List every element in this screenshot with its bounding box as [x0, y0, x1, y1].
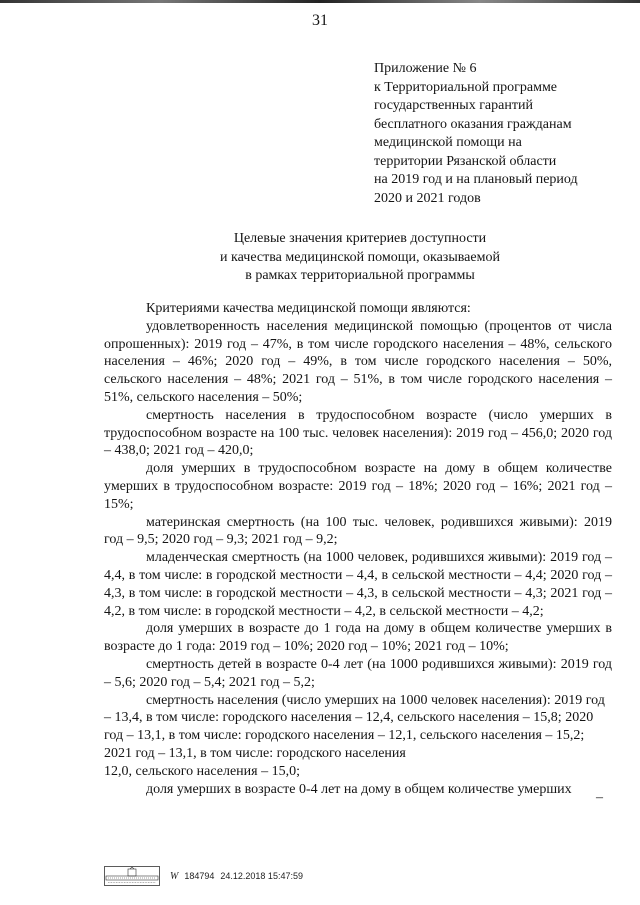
paragraph-satisfaction: удовлетворенность населения медицинской помощью (процентов от числа опрошенных): 2019 год – 47%, в том числе городского населения – 48%, сельского населения – 46%; 2020 год – 49%, в том числе городского населения – 50%, сельского населения – 48%; 2021 год – 51%, в том числе городского населения – 51%, сельского населения – 50%; — [104, 318, 612, 405]
stray-dash: – — [596, 790, 603, 805]
appendix-line: территории Рязанской области — [374, 153, 557, 169]
page-number: 31 — [312, 12, 328, 29]
paragraph-population-mortality: смертность населения (число умерших на 1000 человек населения): 2019 год – 13,4, в том числе: городского населения – 12,4, сельского населения – 15,8; 2020 год – 13,1, в том числе: городского населения – 12,1, сельского населения – 15,2; 2021 год – 13,1, в том числе: городского населения — [104, 692, 605, 761]
footer — [104, 866, 303, 886]
paragraph-working-age-mortality: смертность населения в трудоспособном возрасте (число умерших в трудоспособном возрасте на 100 тыс. человек населения): 2019 год – 456,0; 2020 год – 438,0; 2021 год – 420,0; — [104, 407, 612, 459]
appendix-line: государственных гарантий — [374, 98, 533, 113]
appendix-line: 2020 и 2021 годов — [374, 190, 481, 206]
paragraph-population-mortality-cont: 12,0, сельского населения – 15,0; — [104, 763, 300, 779]
doc-timestamp: 24.12.2018 15:47:59 — [220, 871, 303, 881]
appendix-line: на 2019 год и на плановый период — [374, 172, 578, 187]
scan-edge — [0, 0, 640, 3]
appendix-line: к Территориальной программе — [374, 79, 558, 95]
appendix-line: Приложение № 6 — [374, 61, 477, 76]
appendix-line: медицинской помощи на — [374, 135, 522, 150]
title-line: Целевые значения критериев доступности — [233, 231, 487, 246]
footer-code — [170, 871, 303, 882]
appendix-header — [374, 60, 624, 208]
doc-number: 184794 — [184, 871, 215, 881]
paragraph-child-mortality: смертность детей в возрасте 0-4 лет (на 1000 родившихся живыми): 2019 год – 5,6; 2020 год – 5,4; 2021 год – 5,2; — [104, 656, 612, 690]
paragraph-infant-home-deaths: доля умерших в возрасте до 1 года на дому в общем количестве умерших в возрасте до 1 года: 2019 год – 10%; 2020 год – 10%; 2021 год – 10%; — [104, 621, 612, 655]
paragraph-maternal-mortality: материнская смертность (на 100 тыс. человек, родившихся живыми): 2019 год – 9,5; 2020 год – 9,3; 2021 год – 9,2; — [104, 514, 612, 548]
document-body — [104, 300, 612, 798]
registry-seal-icon — [104, 866, 160, 886]
appendix-line: бесплатного оказания гражданам — [374, 116, 572, 132]
document-title — [90, 230, 630, 286]
doc-mark: W — [170, 870, 179, 882]
title-line: и качества медицинской помощи, оказываемой — [220, 249, 500, 265]
paragraph-working-age-home-deaths: доля умерших в трудоспособном возрасте на дому в общем количестве умерших в трудоспособном возрасте: 2019 год – 18%; 2020 год – 16%; 2021 год – 15%; — [104, 461, 612, 512]
paragraph-intro: Критериями качества медицинской помощи являются: — [146, 301, 471, 316]
paragraph-infant-mortality: младенческая смертность (на 1000 человек, родившихся живыми): 2019 год – 4,4, в том числе: в городской местности – 4,4, в сельской местности – 4,4; 2020 год – 4,3, в том числе: в городской местности – 4,3, в сельской местности – 4,3; 2021 год – 4,2, в том числе: в городской местности – 4,2, в сельской местности – 4,2; — [104, 550, 612, 619]
title-line: в рамках территориальной программы — [245, 268, 475, 283]
paragraph-child-home-deaths: доля умерших в возрасте 0-4 лет на дому в общем количестве умерших — [146, 781, 572, 797]
